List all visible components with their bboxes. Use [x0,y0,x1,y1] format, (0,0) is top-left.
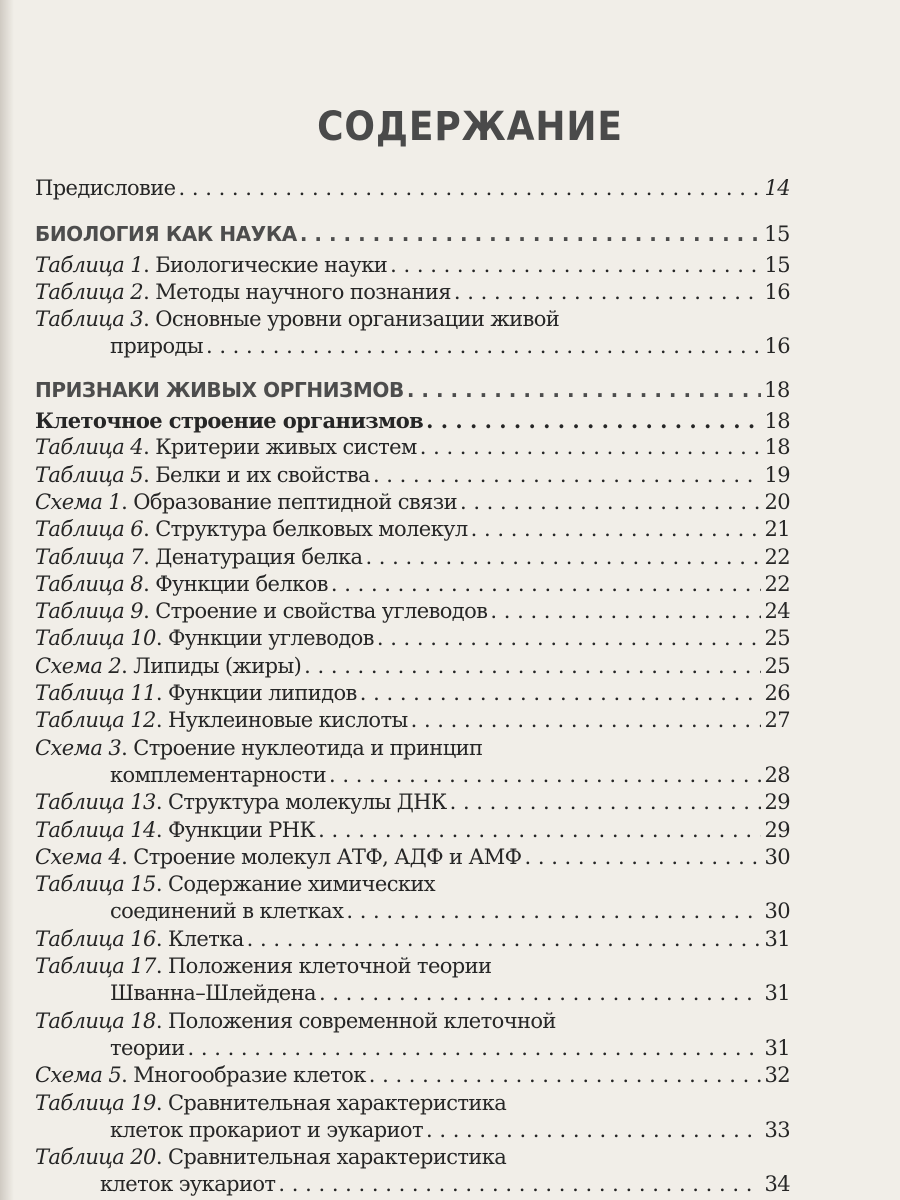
entry-separator: . [143,279,156,304]
toc-entry[interactable] [35,435,790,462]
page-title: СОДЕРЖАНИЕ [317,104,623,150]
entry-prefix: Таблица 11 [35,681,156,706]
toc-entry[interactable] [35,736,790,763]
toc-entry[interactable] [35,872,790,899]
dot-leader [407,378,761,402]
entry-separator: . [155,872,168,897]
entry-title-continued: теории [110,1035,185,1060]
entry-separator: . [155,1090,168,1115]
entry-separator: . [121,653,134,678]
entry-separator: . [155,790,168,815]
entry-prefix: Таблица 14 [35,817,156,842]
dot-leader [471,517,762,541]
entry-title: Сравнительная характеристика [167,1145,507,1170]
page-number: 29 [764,790,790,815]
entry-title-continued: клеток прокариот и эукариот [110,1117,423,1142]
entry-separator: . [121,489,134,514]
entry-title: Сравнительная характеристика [167,1090,507,1115]
entry-separator: . [121,735,134,760]
entry-prefix: Таблица 13 [35,790,156,815]
page-number: 22 [764,544,790,569]
entry-separator: . [143,435,156,460]
entry-title: Положения современной клеточной [167,1008,556,1033]
entry-separator: . [143,599,156,624]
dot-leader [420,435,762,459]
entry-prefix: Таблица 19 [35,1090,156,1115]
toc-entry[interactable] [35,253,790,280]
entry-title: Строение молекул АТФ, АДФ и АМФ [133,844,522,869]
entry-prefix: Таблица 1 [35,252,144,277]
page-number: 25 [764,626,790,651]
entry-prefix: Таблица 12 [35,708,156,733]
page-number: 22 [764,571,790,596]
entry-title-continued: соединений в клетках [110,899,344,924]
entry-title: ПРИЗНАКИ ЖИВЫХ ОРГНИЗМОВ [35,377,404,402]
toc-entry[interactable] [35,222,790,249]
entry-title: Функции углеводов [167,626,374,651]
entry-separator: . [121,1063,134,1088]
dot-leader [304,654,761,678]
page-number: 30 [764,899,790,924]
entry-title: Строение нуклеотида и принцип [133,735,483,760]
toc-entry[interactable] [35,818,790,845]
entry-separator: . [155,708,168,733]
page-number: 16 [764,334,790,359]
dot-leader [346,899,761,923]
page-number: 20 [764,489,790,514]
entry-title: Основные уровни организации живой [155,307,560,332]
dot-leader [278,1172,761,1196]
dot-leader [411,708,762,732]
dot-leader [365,545,761,569]
entry-separator: . [155,1145,168,1170]
toc-entry[interactable] [35,1063,790,1090]
dot-leader [329,763,761,787]
entry-title: Клетка [167,926,244,951]
page-number: 34 [764,1172,790,1197]
toc-entry[interactable] [35,176,790,203]
entry-prefix: Схема 3 [35,735,122,760]
page-number: 18 [764,435,790,460]
page-number: 24 [764,599,790,624]
entry-separator: . [155,681,168,706]
entry-separator: . [155,926,168,951]
page-number: 31 [764,926,790,951]
page-number: 31 [764,1035,790,1060]
dot-leader [179,176,762,200]
entry-prefix: Таблица 2 [35,279,144,304]
entry-title: Критерии живых систем [155,435,417,460]
toc-entry[interactable] [35,1091,790,1118]
dot-leader [490,599,761,623]
entry-title: Содержание химических [167,872,436,897]
entry-title: Белки и их свойства [155,462,370,487]
entry-prefix: Схема 4 [35,844,122,869]
toc-entry[interactable] [35,599,790,626]
entry-title: Биологические науки [155,252,388,277]
entry-title: Строение и свойства углеводов [155,599,488,624]
dot-leader [426,408,761,433]
entry-separator: . [143,252,156,277]
dot-leader [331,572,762,596]
table-of-contents [35,176,790,1200]
page-number: 16 [764,279,790,304]
dot-leader [377,626,762,650]
toc-entry[interactable] [35,708,790,735]
page-number: 29 [764,817,790,842]
page-number: 19 [764,462,790,487]
entry-prefix: Таблица 3 [35,307,144,332]
toc-entry[interactable] [35,463,790,490]
page-edge-shadow [0,0,14,1200]
entry-prefix: Схема 5 [35,1063,122,1088]
toc-entry-continuation [35,1036,790,1063]
dot-leader [450,790,762,814]
entry-prefix: Схема 1 [35,489,122,514]
entry-title: Денатурация белка [155,544,363,569]
dot-leader [318,818,761,842]
page-number: 31 [764,981,790,1006]
entry-separator: . [143,571,156,596]
entry-separator: . [155,626,168,651]
toc-entry[interactable] [35,927,790,954]
toc-entry[interactable] [35,1145,790,1172]
entry-prefix: Таблица 8 [35,571,144,596]
entry-prefix: Таблица 18 [35,1008,156,1033]
toc-entry[interactable] [35,408,790,435]
dot-leader [426,1118,761,1142]
toc-entry[interactable] [35,681,790,708]
toc-entry-continuation [35,899,790,926]
dot-leader [460,490,761,514]
entry-prefix: Таблица 17 [35,954,156,979]
toc-entry[interactable] [35,790,790,817]
entry-title-continued: природы [110,334,203,359]
entry-title-continued: комплементарности [110,762,327,787]
entry-separator: . [121,844,134,869]
entry-title: Предисловие [35,176,176,200]
entry-prefix: Таблица 15 [35,872,156,897]
page-number: 18 [764,377,790,402]
dot-leader [525,845,762,869]
toc-entry[interactable] [35,626,790,653]
entry-title: Функции РНК [167,817,316,842]
entry-separator: . [143,517,156,542]
toc-entry[interactable] [35,954,790,981]
dot-leader [300,222,761,246]
entry-title: Структура белковых молекул [155,517,468,542]
dot-leader [390,253,761,277]
entry-title: Клеточное строение организмов [35,408,424,434]
toc-entry-continuation [35,1118,790,1145]
dot-leader [319,981,762,1005]
entry-prefix: Таблица 10 [35,626,156,651]
toc-entry-continuation [35,334,790,361]
toc-entry[interactable] [35,1009,790,1036]
entry-prefix: Таблица 7 [35,544,144,569]
entry-title: Функции липидов [167,681,357,706]
entry-separator: . [155,817,168,842]
entry-title: Методы научного познания [155,279,451,304]
page-number: 27 [764,708,790,733]
entry-separator: . [143,307,156,332]
entry-title: Нуклеиновые кислоты [167,708,408,733]
page-number: 26 [764,681,790,706]
entry-title: Многообразие клеток [133,1063,366,1088]
toc-entry[interactable] [35,280,790,307]
entry-title: БИОЛОГИЯ КАК НАУКА [35,222,297,247]
dot-leader [369,1063,762,1087]
toc-entry[interactable] [35,517,790,544]
toc-entry[interactable] [35,490,790,517]
toc-entry[interactable] [35,545,790,572]
entry-prefix: Таблица 5 [35,462,144,487]
entry-title-continued: клеток эукариот [100,1172,276,1197]
dot-leader [360,681,762,705]
entry-title: Образование пептидной связи [133,489,457,514]
entry-title: Липиды (жиры) [133,653,302,678]
entry-prefix: Таблица 20 [35,1145,156,1170]
page-number: 28 [764,762,790,787]
page-number: 32 [764,1063,790,1088]
toc-entry[interactable] [35,845,790,872]
entry-prefix: Схема 2 [35,653,122,678]
page-number: 33 [764,1117,790,1142]
entry-title-continued: Шванна–Шлейдена [110,981,316,1006]
toc-entry-continuation [35,981,790,1008]
page-number: 14 [764,176,790,200]
entry-prefix: Таблица 16 [35,926,156,951]
entry-separator: . [143,544,156,569]
entry-title: Положения клеточной теории [167,954,492,979]
toc-entry-continuation [35,1172,790,1199]
entry-separator: . [155,1008,168,1033]
page-number: 25 [764,653,790,678]
dot-leader [247,927,762,951]
toc-entry[interactable] [35,572,790,599]
toc-entry-continuation [35,763,790,790]
entry-prefix: Таблица 6 [35,517,144,542]
page-number: 15 [764,222,790,247]
page-number: 30 [764,844,790,869]
dot-leader [206,334,762,358]
toc-entry[interactable] [35,654,790,681]
dot-leader [373,463,762,487]
dot-leader [454,280,762,304]
entry-prefix: Таблица 4 [35,435,144,460]
page-number: 21 [764,517,790,542]
entry-title: Структура молекулы ДНК [167,790,447,815]
toc-entry[interactable] [35,307,790,334]
page-number: 18 [764,409,790,434]
dot-leader [188,1036,762,1060]
page-number: 15 [764,252,790,277]
toc-entry[interactable] [35,378,790,405]
entry-separator: . [143,462,156,487]
entry-prefix: Таблица 9 [35,599,144,624]
entry-title: Функции белков [155,571,328,596]
entry-separator: . [155,954,168,979]
